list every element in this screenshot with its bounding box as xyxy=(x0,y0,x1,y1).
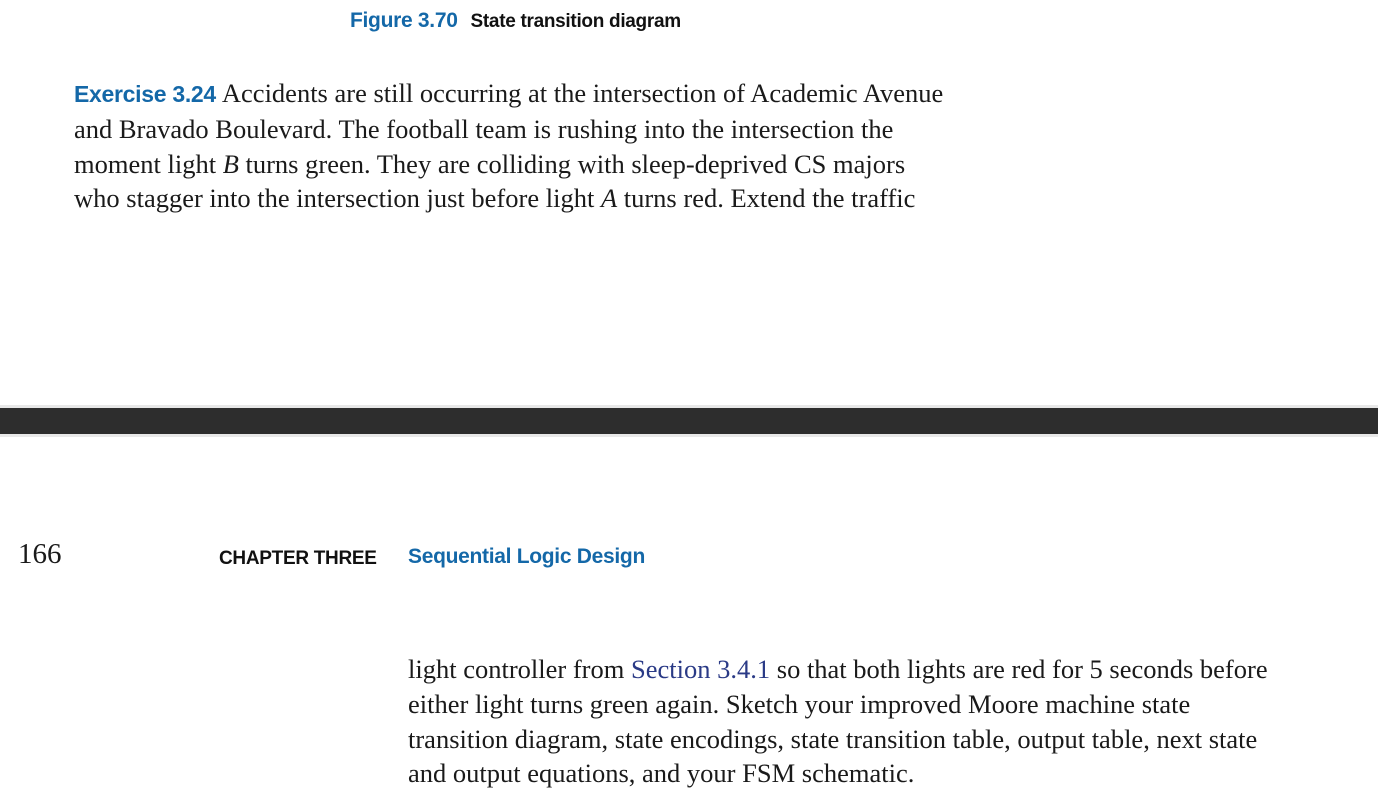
exercise-text: Accidents are still occurring at the intersection of Academic Avenue xyxy=(221,78,944,108)
continuation-line-1 xyxy=(408,652,1348,687)
section-link[interactable]: Section 3.4.1 xyxy=(631,654,771,684)
exercise-label: Exercise 3.24 xyxy=(74,81,216,107)
exercise-line-2: and Bravado Boulevard. The football team is rushing into the intersection the xyxy=(74,113,894,144)
figure-label: Figure 3.70 xyxy=(350,9,458,32)
text-run: so that both lights are red for 5 seconds before xyxy=(770,654,1268,684)
continuation-line-2: either light turns green again. Sketch your improved Moore machine state xyxy=(408,688,1191,719)
continuation-line-3: transition diagram, state encodings, state transition table, output table, next state xyxy=(408,723,1258,754)
continuation-line-4: and output equations, and your FSM schematic. xyxy=(408,758,915,789)
text-run: turns green. They are colliding with sleep-deprived CS majors xyxy=(238,148,906,179)
text-run: light controller from xyxy=(408,654,631,684)
chapter-label: CHAPTER THREE xyxy=(219,548,377,569)
variable-b: B xyxy=(222,148,239,179)
figure-title: State transition diagram xyxy=(470,11,681,32)
exercise-line-3 xyxy=(74,147,1004,182)
figure-caption xyxy=(350,8,681,33)
exercise-line-4 xyxy=(74,181,1004,216)
text-run: moment light xyxy=(74,148,223,179)
text-run: turns red. Extend the traffic xyxy=(617,183,916,214)
text-run: who stagger into the intersection just before light xyxy=(74,183,601,214)
continuation-paragraph xyxy=(408,652,1348,791)
page-separator xyxy=(0,405,1378,437)
exercise-line-1 xyxy=(74,76,1004,112)
page-number: 166 xyxy=(18,538,62,570)
chapter-title: Sequential Logic Design xyxy=(408,545,645,568)
variable-a: A xyxy=(600,183,618,214)
exercise-paragraph xyxy=(74,76,1004,216)
